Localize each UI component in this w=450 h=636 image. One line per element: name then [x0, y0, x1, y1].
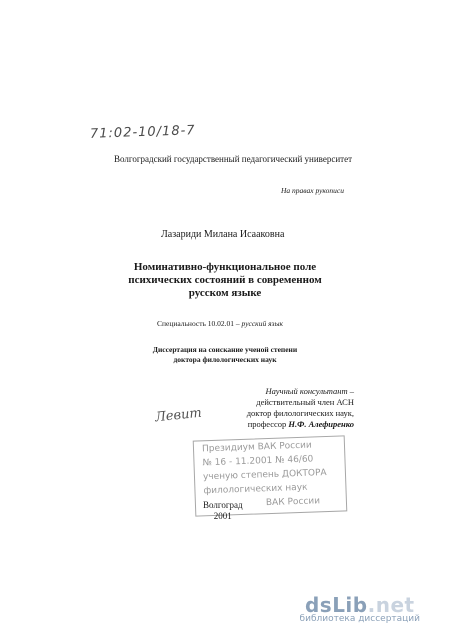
specialty-name: русский язык: [241, 319, 284, 328]
thesis-line: доктора филологических наук: [173, 355, 277, 364]
specialty: [157, 319, 283, 328]
handwritten-signature: Левит: [154, 405, 203, 426]
stamp-line: № 16 - 11.2001 № 46/60: [202, 454, 314, 469]
city-year: [203, 500, 243, 522]
title-line: психических состояний в современном: [128, 274, 322, 286]
consultant-name: Н.Ф. Алефиренко: [288, 419, 354, 429]
stamp-line: Президиум ВАК России: [201, 440, 312, 455]
handwritten-code: 71:02-10/18-7: [89, 123, 196, 142]
university-name: Волгоградский государственный педагогический университет: [114, 154, 353, 164]
stamp-line: ученую степень ДОКТОРА: [202, 468, 327, 483]
watermark-subtitle: библиотека диссертаций: [299, 614, 420, 624]
site-watermark: [300, 593, 420, 624]
year: 2001: [213, 511, 232, 521]
rights-note: На правах рукописи: [281, 186, 344, 195]
consultant-degree: доктор филологических наук,: [246, 408, 354, 418]
specialty-prefix: Специальность 10.02.01 –: [157, 319, 240, 328]
title-line: русском языке: [188, 287, 262, 299]
consultant-name-line: [247, 419, 354, 430]
stamp-line: филологических наук: [203, 482, 308, 497]
watermark-logo-main: dsLib: [304, 593, 368, 617]
thesis-degree: [0, 345, 450, 365]
consultant-membership: действительный член АСН: [256, 397, 354, 407]
consultant-role: Научный консультант –: [265, 386, 354, 396]
consultant-title: профессор: [247, 419, 287, 429]
title-line: Номинативно-функциональное поле: [133, 261, 317, 273]
watermark-logo-suffix: .net: [367, 593, 415, 617]
consultant-block: [247, 386, 354, 430]
city: Волгоград: [203, 500, 243, 510]
stamp-line: ВАК России: [265, 496, 321, 509]
thesis-title: [0, 261, 450, 300]
author-name: Лазариди Милана Исааковна: [161, 229, 285, 240]
thesis-line: Диссертация на соискание ученой степени: [152, 345, 298, 354]
